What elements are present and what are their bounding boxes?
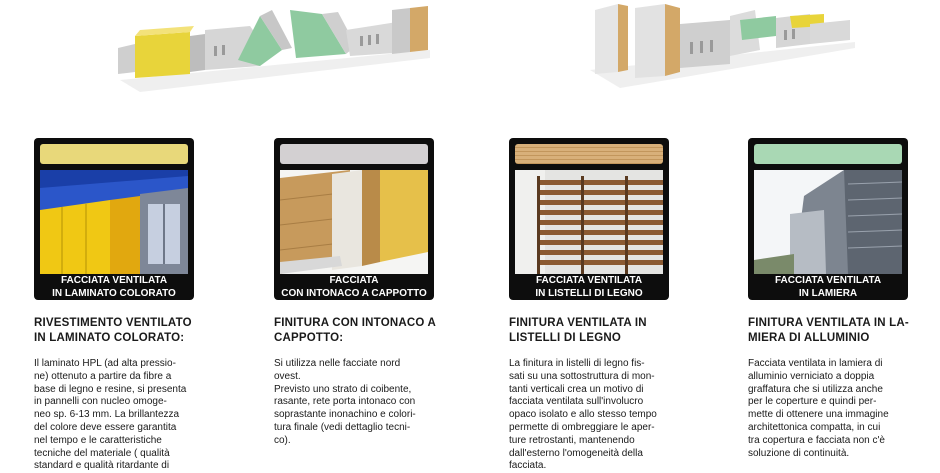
card-caption: FACCIATA VENTILATA IN LISTELLI DI LEGNO	[535, 275, 643, 299]
section-body: Si utilizza nelle facciate nord ovest. Previsto uno strato di coibente, rasante, rete porta intonaco con soprastante inonachino e colori- tura finale (vedi dettaglio tecni- co).	[274, 358, 416, 446]
section-title: FINITURA VENTILATA IN LISTELLI DI LEGNO	[509, 317, 647, 344]
color-swatch-wood	[515, 144, 663, 164]
facade-card-legno	[509, 138, 669, 300]
building-massing-view-left	[110, 0, 440, 100]
section-body: La finitura in listelli di legno fis- sati su una sottostruttura di mon- tanti verticali crea un motivo di facciata ventilata sull'involucro opaco isolato e allo stesso tempo permette di ombreggiare le aper- ture retrostanti, mantenendo dall'esterno l'omogeneità della facciata.	[509, 358, 657, 472]
text-column-laminato	[34, 316, 212, 473]
color-swatch-yellow	[40, 144, 188, 164]
card-caption: FACCIATA VENTILATA IN LAMINATO COLORATO	[52, 275, 176, 299]
text-column-legno	[509, 316, 687, 473]
photo-legno-facade	[515, 170, 663, 274]
section-body: Facciata ventilata in lamiera di alluminio verniciato a doppia graffatura che si utilizza anche per le coperture e quindi per- mette di ottenere una immagine architettonica compatta, in cui tra copertura e facciata non c'è soluzione di continuità.	[748, 358, 889, 459]
facade-card-laminato	[34, 138, 194, 300]
section-title: RIVESTIMENTO VENTILATO IN LAMINATO COLORATO:	[34, 317, 192, 344]
text-column-lamiera	[748, 316, 926, 460]
color-swatch-grey	[280, 144, 428, 164]
building-massing-view-right	[580, 0, 860, 100]
text-column-cappotto	[274, 316, 452, 448]
card-caption: FACCIATA CON INTONACO A CAPPOTTO	[281, 275, 427, 299]
facade-card-cappotto	[274, 138, 434, 300]
section-title: FINITURA CON INTONACO A CAPPOTTO:	[274, 317, 436, 344]
card-caption: FACCIATA VENTILATA IN LAMIERA	[774, 275, 882, 299]
section-title: FINITURA VENTILATA IN LA- MIERA DI ALLUMINIO	[748, 317, 909, 344]
photo-cappotto-section	[280, 170, 428, 274]
photo-lamiera-facade	[754, 170, 902, 274]
facade-card-lamiera	[748, 138, 908, 300]
color-swatch-green	[754, 144, 902, 164]
photo-laminato-facade	[40, 170, 188, 274]
section-body: Il laminato HPL (ad alta pressio- ne) ottenuto a partire da fibre a base di legno e resine, si presenta in pannelli con nucleo omoge- neo sp. 6-13 mm. La brillantezza del colore deve essere garantita nel tempo e le caratteristiche tecniche del materiale ( qualità standard e qualità ritardante di	[34, 358, 187, 472]
